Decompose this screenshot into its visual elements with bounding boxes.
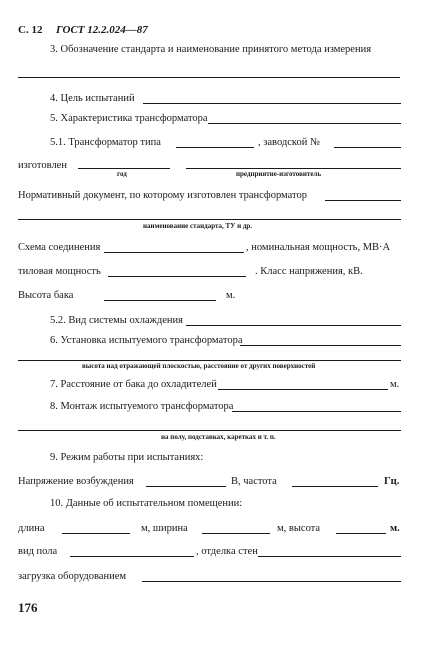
section-5-2-label: 5.2. Вид системы охлаждения bbox=[50, 315, 183, 326]
serial-number-label: , заводской № bbox=[258, 137, 320, 148]
section-6-label: 6. Установка испытуемого трансформатора bbox=[50, 335, 243, 346]
manufacturer-line bbox=[186, 168, 401, 169]
rated-power-label: , номинальная мощность, МВ·А bbox=[246, 242, 391, 253]
normative-document-line-1 bbox=[325, 200, 401, 201]
section-5-label: 5. Характеристика трансформатора bbox=[50, 113, 208, 124]
year-line bbox=[78, 168, 170, 169]
type-line bbox=[176, 147, 254, 148]
mounting-line-2 bbox=[18, 430, 401, 431]
connection-scheme-line bbox=[104, 252, 244, 253]
installation-line-2 bbox=[18, 360, 401, 361]
excitation-voltage-label: Напряжение возбуждения bbox=[18, 476, 134, 487]
frequency-label: В, частота bbox=[231, 476, 277, 487]
standard-code: ГОСТ 12.2.024—87 bbox=[56, 24, 148, 36]
section-3-label: 3. Обозначение стандарта и наименование принятого метода измерения bbox=[50, 44, 372, 55]
section-7-label: 7. Расстояние от бака до охладителей bbox=[50, 379, 217, 390]
equipment-load-line bbox=[142, 581, 401, 582]
section-4-label: 4. Цель испытаний bbox=[50, 93, 135, 104]
room-height-unit: м. bbox=[390, 523, 400, 534]
section-5-line bbox=[208, 123, 401, 124]
section-8-label: 8. Монтаж испытуемого трансформатора bbox=[50, 401, 234, 412]
section-4-line bbox=[143, 103, 401, 104]
room-width-line bbox=[202, 533, 270, 534]
cooling-system-line bbox=[186, 325, 401, 326]
section-10-label: 10. Данные об испытательном помещении: bbox=[50, 498, 243, 509]
room-height-label: м, высота bbox=[277, 523, 321, 534]
manufacturer-caption: предприятие-изготовитель bbox=[236, 170, 322, 178]
page-label: С. 12 bbox=[18, 24, 43, 36]
wall-finish-line bbox=[258, 556, 401, 557]
equipment-load-label: загрузка оборудованием bbox=[18, 571, 127, 582]
tap-power-line bbox=[108, 276, 246, 277]
voltage-class-label: . Класс напряжения, кВ. bbox=[255, 266, 363, 277]
year-caption: год bbox=[117, 170, 127, 178]
section-3-line bbox=[18, 77, 400, 78]
room-length-line bbox=[62, 533, 130, 534]
room-length-label: длина bbox=[18, 523, 45, 534]
normative-document-caption: наименование стандарта, ТУ и др. bbox=[143, 222, 253, 230]
room-height-line bbox=[336, 533, 386, 534]
cooler-distance-unit: м. bbox=[390, 379, 400, 390]
serial-number-line bbox=[334, 147, 401, 148]
excitation-voltage-line bbox=[146, 486, 226, 487]
section-5-1-label: 5.1. Трансформатор типа bbox=[50, 137, 161, 148]
tank-height-label: Высота бака bbox=[18, 290, 74, 301]
section-9-label: 9. Режим работы при испытаниях: bbox=[50, 452, 204, 463]
cooler-distance-line bbox=[218, 389, 388, 390]
frequency-line bbox=[292, 486, 378, 487]
connection-scheme-label: Схема соединения bbox=[18, 242, 101, 253]
page-number: 176 bbox=[18, 600, 38, 615]
tank-height-unit: м. bbox=[226, 290, 236, 301]
floor-type-label: вид пола bbox=[18, 546, 58, 557]
installation-line-1 bbox=[240, 345, 401, 346]
mounting-caption: на полу, подставках, каретках и т. п. bbox=[161, 433, 276, 441]
floor-type-line bbox=[70, 556, 194, 557]
manufactured-label: изготовлен bbox=[18, 160, 67, 171]
tap-power-label: тиловая мощность bbox=[18, 266, 101, 277]
tank-height-line bbox=[104, 300, 216, 301]
normative-document-line-2 bbox=[18, 219, 401, 220]
wall-finish-label: , отделка стен bbox=[196, 546, 258, 557]
room-width-label: м, ширина bbox=[141, 523, 188, 534]
frequency-unit: Гц. bbox=[384, 476, 400, 487]
mounting-line-1 bbox=[232, 411, 401, 412]
normative-document-label: Нормативный документ, по которому изготовлен трансформатор bbox=[18, 190, 307, 201]
installation-caption: высота над отражающей плоскостью, расстояние от других поверхностей bbox=[82, 362, 316, 370]
